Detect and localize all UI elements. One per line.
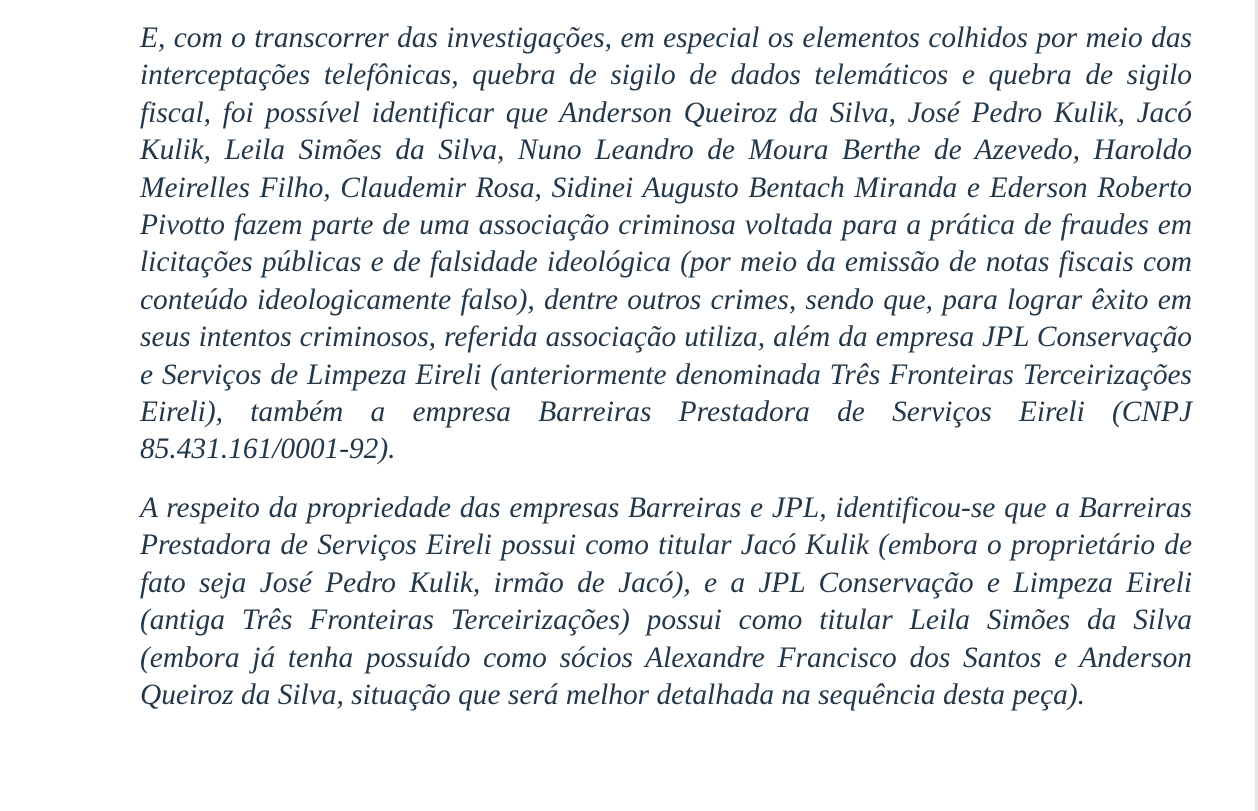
- paragraph-investigation-findings: E, com o transcorrer das investigações, em especial os elementos colhidos por meio das interceptações telefônicas, quebra de sigilo de dados telemáticos e quebra de sigilo fiscal, foi possível identificar que Anderson Queiroz da Silva, José Pedro Kulik, Jacó Kulik, Leila Simões da Silva, Nuno Leandro de Moura Berthe de Azevedo, Haroldo Meirelles Filho, Claudemir Rosa, Sidinei Augusto Bentach Miranda e Ederson Roberto Pivotto fazem parte de uma associação criminosa voltada para a prática de fraudes em licitações públicas e de falsidade ideológica (por meio da emissão de notas fiscais com conteúdo ideologicamente falso), dentre outros crimes, sendo que, para lograr êxito em seus intentos criminosos, referida associação utiliza, além da empresa JPL Conservação e Serviços de Limpeza Eireli (anteriormente denominada Três Fronteiras Terceirizações Eireli), também a empresa Barreiras Prestadora de Serviços Eireli (CNPJ 85.431.161/0001-92).: [140, 22, 1192, 466]
- document-body: [140, 20, 1192, 714]
- paragraph-company-ownership: A respeito da propriedade das empresas Barreiras e JPL, identificou-se que a Barreiras Prestadora de Serviços Eireli possui como titular Jacó Kulik (embora o proprietário de fato seja José Pedro Kulik, irmão de Jacó), e a JPL Conservação e Limpeza Eireli (antiga Três Fronteiras Terceirizações) possui como titular Leila Simões da Silva (embora já tenha possuído como sócios Alexandre Francisco dos Santos e Anderson Queiroz da Silva, situação que será melhor detalhada na sequência desta peça).: [140, 491, 1192, 711]
